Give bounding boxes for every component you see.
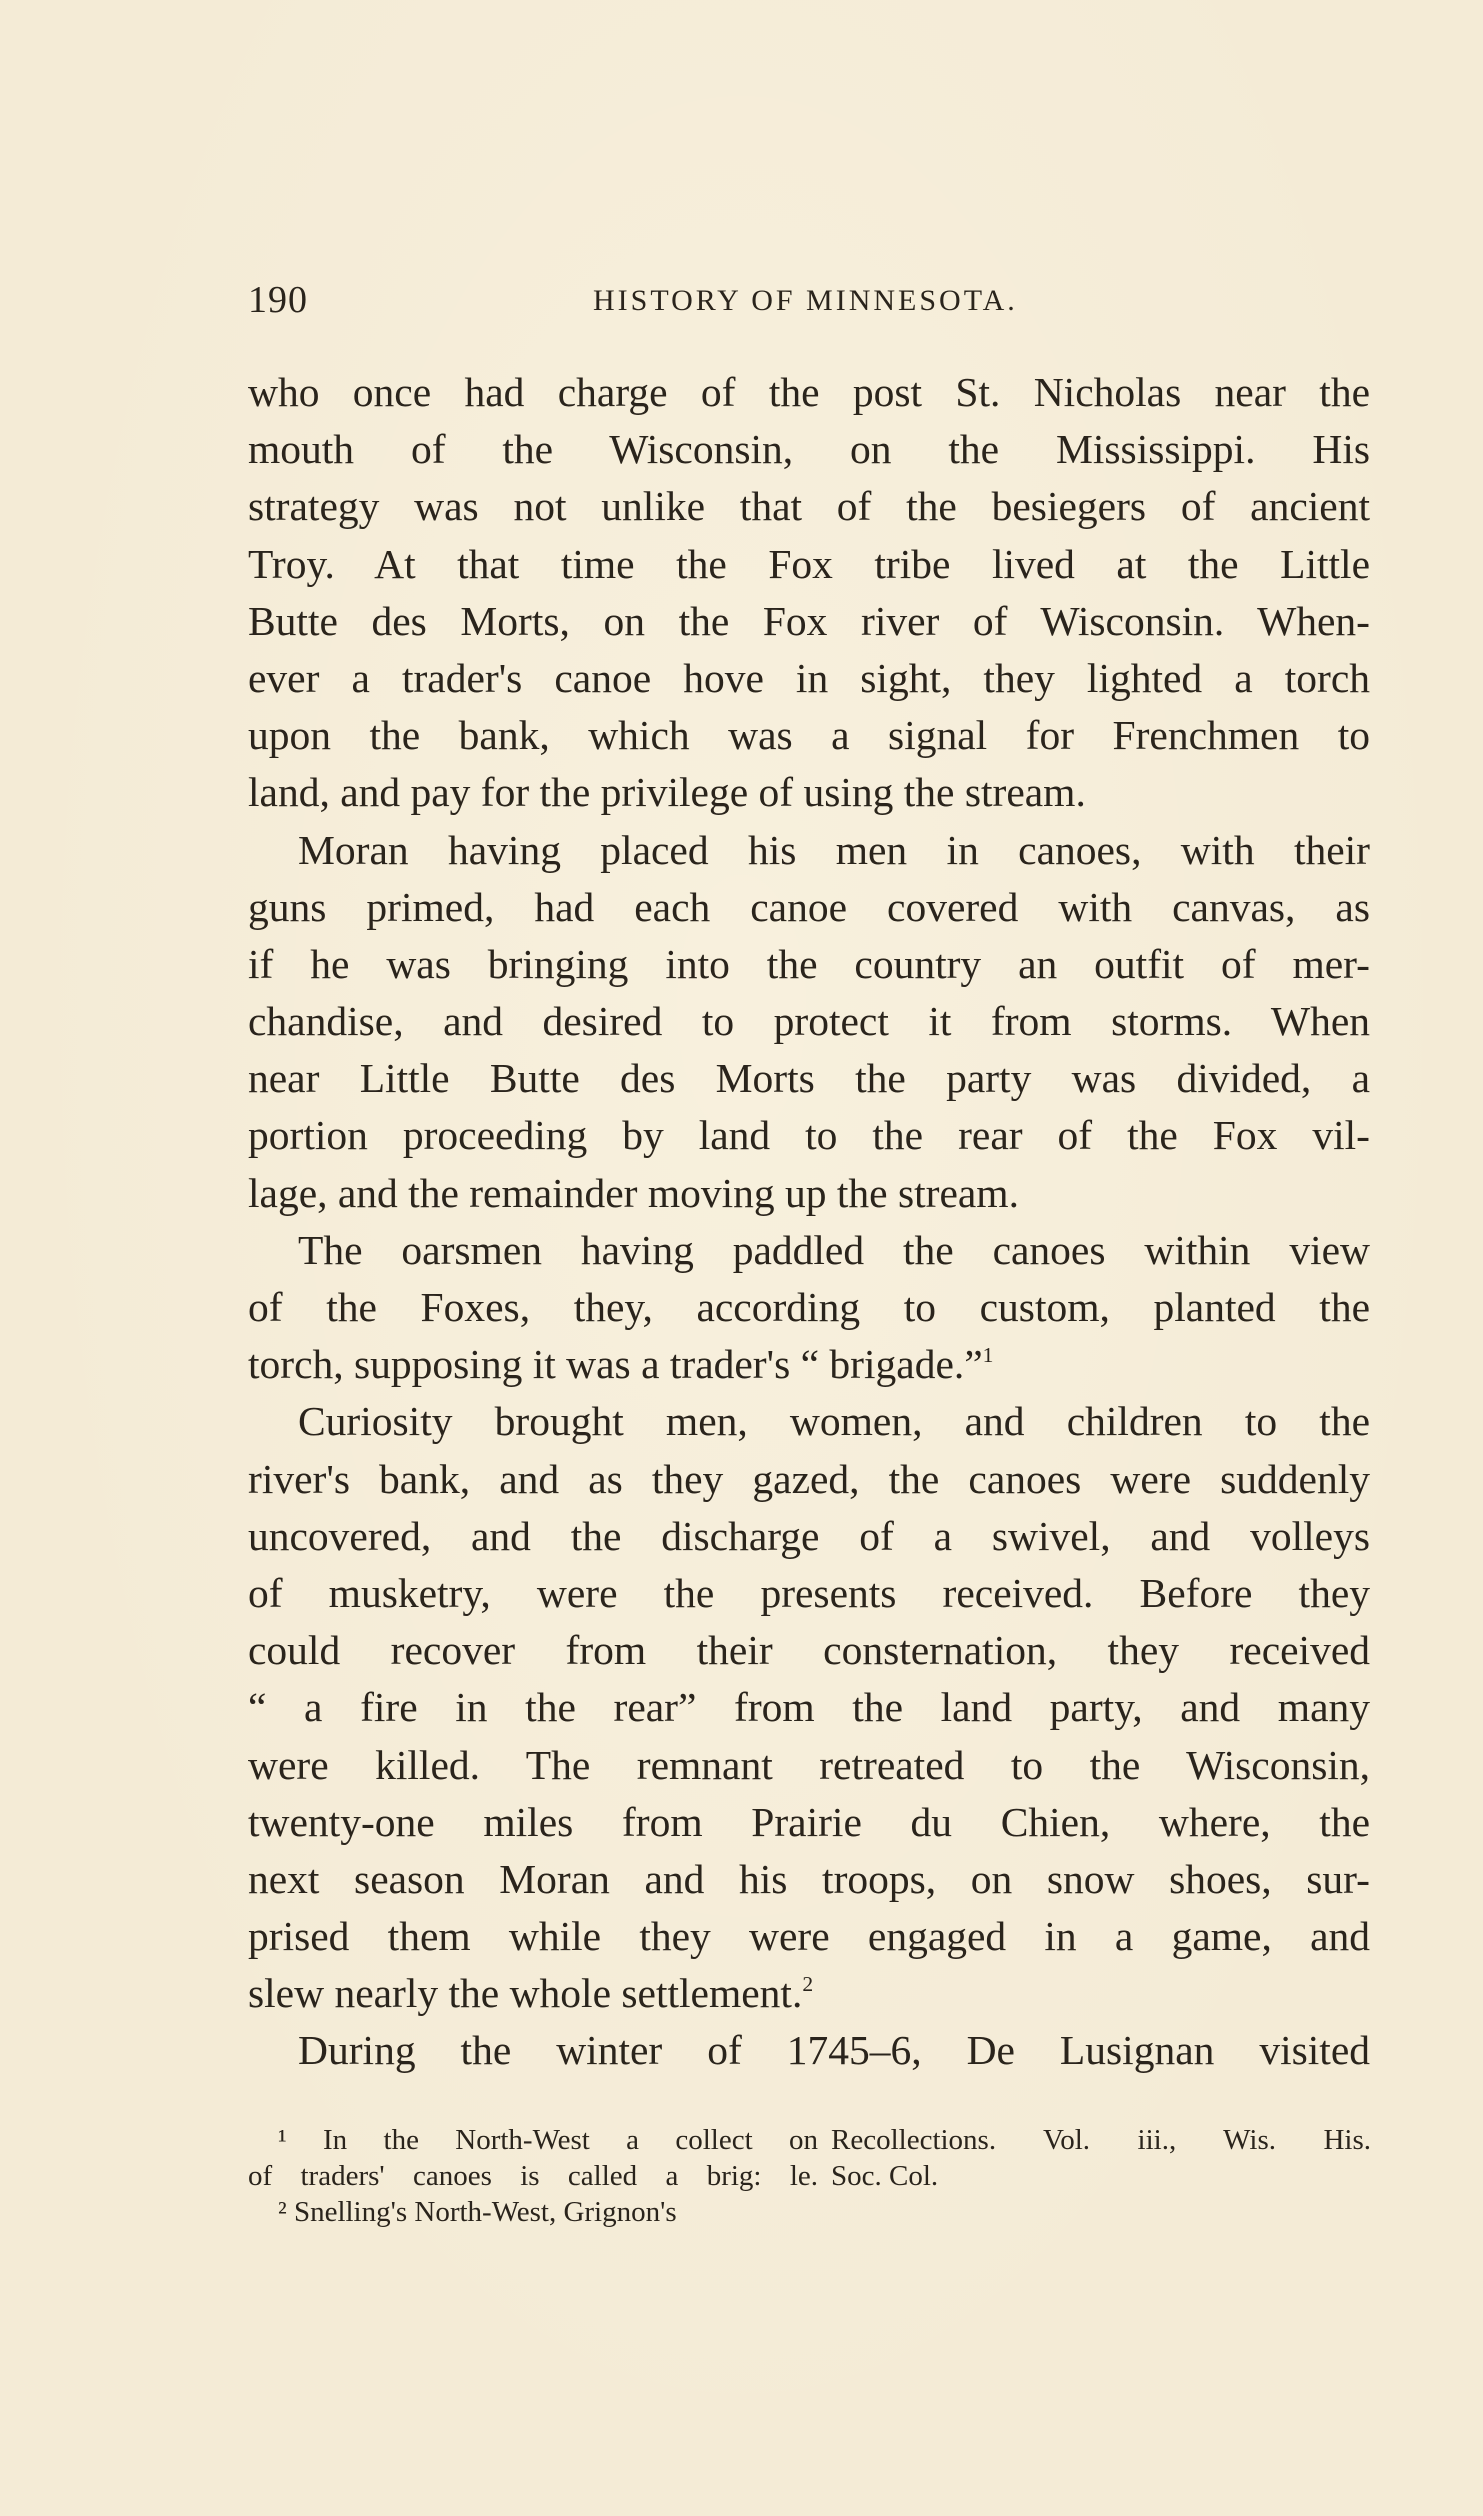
text-line: chandise, and desired to protect it from storms. When xyxy=(248,998,1370,1045)
text-line: lage, and the remainder moving up the stream. xyxy=(248,1169,1019,1216)
text-line: Troy. At that time the Fox tribe lived at the Little xyxy=(248,540,1370,587)
footnote-line: ¹ In the North-West a collect on xyxy=(278,2124,818,2156)
text-line: near Little Butte des Morts the party was divided, a xyxy=(248,1055,1370,1102)
running-head xyxy=(248,278,1370,328)
line-text: slew nearly the whole settlement. xyxy=(248,1970,803,2017)
paragraph-start-line: Moran having placed his men in canoes, with their xyxy=(298,826,1370,873)
text-line: prised them while they were engaged in a game, and xyxy=(248,1913,1370,1960)
text-line: of musketry, were the presents received. Before they xyxy=(248,1569,1370,1616)
text-line: ever a trader's canoe hove in sight, they lighted a torch xyxy=(248,654,1370,701)
footnotes-right-column xyxy=(831,2122,1371,2194)
paragraph-start-line: During the winter of 1745–6, De Lusignan visited xyxy=(298,2027,1370,2074)
text-line: uncovered, and the discharge of a swivel, and volleys xyxy=(248,1512,1370,1559)
text-line: river's bank, and as they gazed, the canoes were suddenly xyxy=(248,1455,1370,1502)
line-text: torch, supposing it was a trader's “ brigade.” xyxy=(248,1341,983,1388)
text-line: who once had charge of the post St. Nicholas near the xyxy=(248,369,1370,415)
body-text xyxy=(248,364,1370,2080)
footnote-line: Soc. Col. xyxy=(831,2160,939,2192)
text-line-with-footnote xyxy=(248,1965,1370,2022)
text-line-with-footnote xyxy=(248,1336,1370,1393)
text-line: could recover from their consternation, they received xyxy=(248,1627,1370,1674)
page-number: 190 xyxy=(248,279,308,321)
footnote-ref-2: 2 xyxy=(802,1972,814,1997)
text-line: Butte des Morts, on the Fox river of Wisconsin. When- xyxy=(248,597,1370,644)
text-line: guns primed, had each canoe covered with canvas, as xyxy=(248,883,1370,930)
text-line: “ a fire in the rear” from the land party, and many xyxy=(248,1684,1370,1731)
text-line: next season Moran and his troops, on snow shoes, sur- xyxy=(248,1855,1370,1902)
footnote-line: Recollections. Vol. iii., Wis. His. xyxy=(831,2124,1371,2156)
footnote-ref-1: 1 xyxy=(982,1343,994,1368)
text-line: if he was bringing into the country an outfit of mer- xyxy=(248,940,1370,987)
text-line: mouth of the Wisconsin, on the Mississippi. His xyxy=(248,426,1370,473)
text-line: of the Foxes, they, according to custom, planted the xyxy=(248,1284,1370,1330)
text-line: strategy was not unlike that of the besiegers of ancient xyxy=(248,483,1370,530)
text-line: portion proceeding by land to the rear of the Fox vil- xyxy=(248,1112,1370,1159)
text-line: upon the bank, which was a signal for Frenchmen to xyxy=(248,712,1370,759)
text-line: were killed. The remnant retreated to the Wisconsin, xyxy=(248,1741,1370,1788)
paragraph-start-line: The oarsmen having paddled the canoes within view xyxy=(298,1226,1370,1273)
text-line: twenty-one miles from Prairie du Chien, where, the xyxy=(248,1798,1370,1845)
paragraph-start-line: Curiosity brought men, women, and children to the xyxy=(298,1398,1370,1445)
running-title: HISTORY OF MINNESOTA. xyxy=(593,284,1018,317)
text-line: land, and pay for the privilege of using the stream. xyxy=(248,769,1086,816)
footnote-line: of traders' canoes is called a brig: le. xyxy=(248,2160,818,2192)
footnotes-left-column xyxy=(248,2122,818,2230)
footnote-line: ² Snelling's North-West, Grignon's xyxy=(278,2196,677,2228)
